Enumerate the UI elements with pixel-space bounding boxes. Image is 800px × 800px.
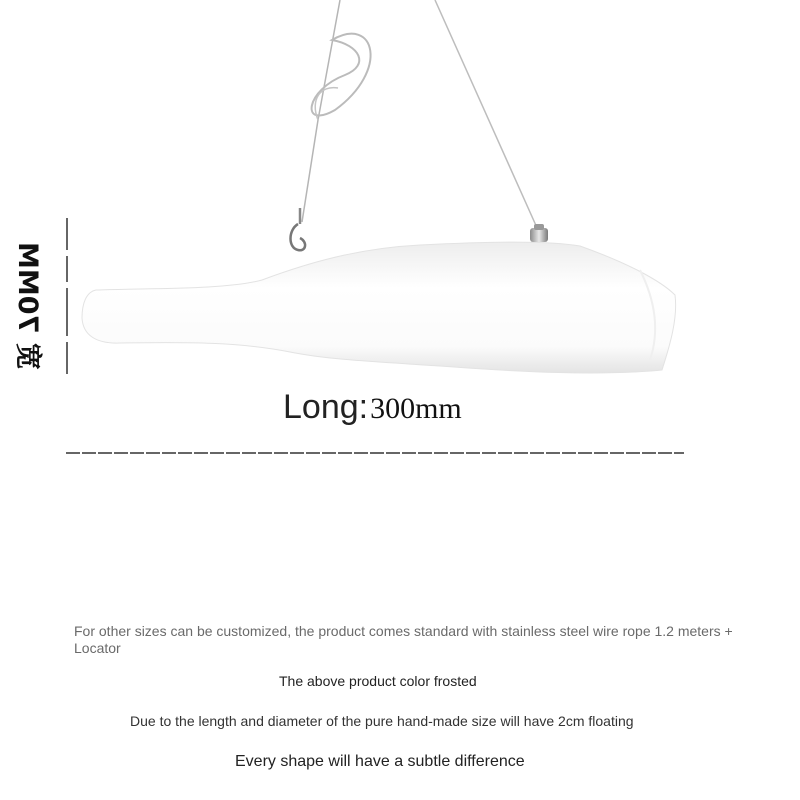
right-wire [435,0,538,230]
length-value: 300mm [370,392,462,425]
width-dimension-label [12,242,43,370]
customization-note: For other sizes can be customized, the product comes standard with stainless steel wire rope 1.2 meters + Locator [74,623,733,656]
lamp-body [82,242,676,373]
shape-note: Every shape will have a subtle difference [235,753,525,770]
color-note: The above product color frosted [279,673,477,689]
width-value: 70MM [12,242,43,334]
width-char: 宽 [12,342,43,370]
length-dimension-label [283,388,462,427]
length-prefix: Long: [283,388,369,426]
metal-cap [530,224,548,242]
tolerance-note: Due to the length and diameter of the pure hand-made size will have 2cm floating [130,713,634,729]
